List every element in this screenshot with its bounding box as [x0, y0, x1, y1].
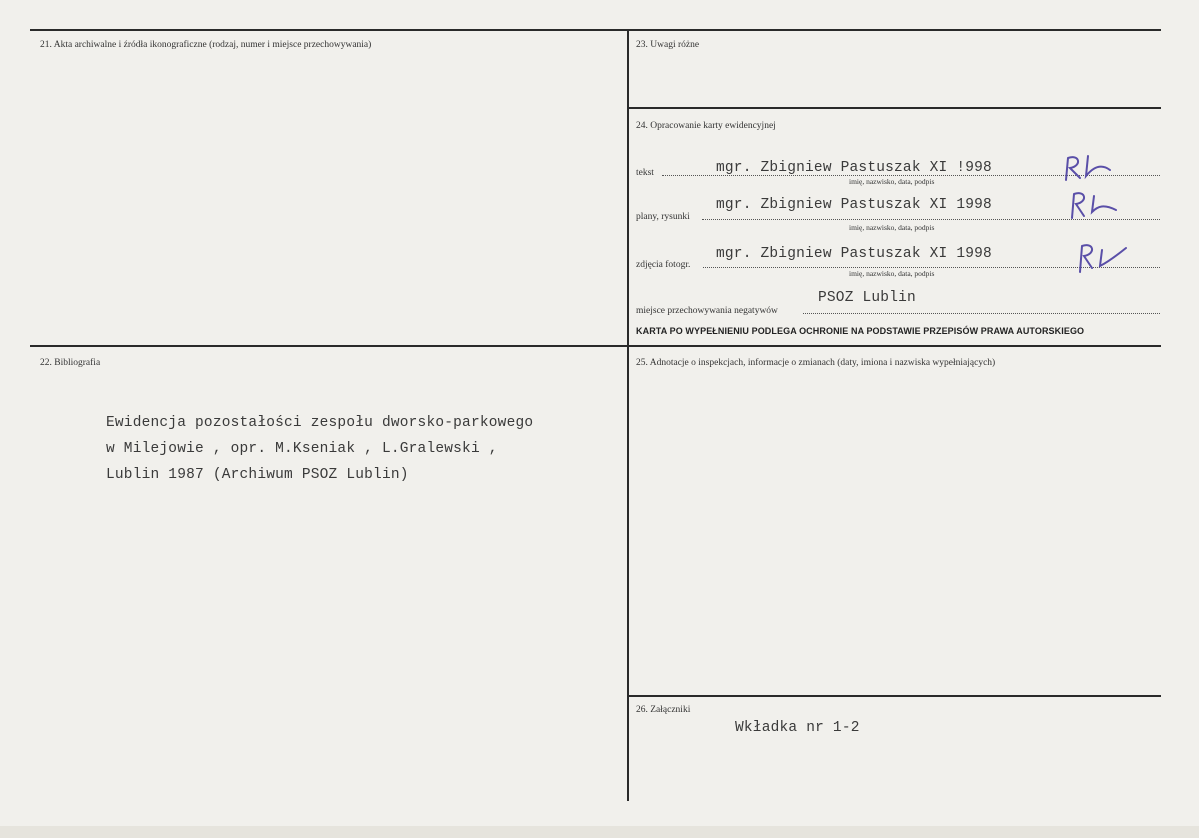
prep-row-photos-value: mgr. Zbigniew Pastuszak XI 1998	[716, 246, 992, 262]
section-21-label: 21. Akta archiwalne i źródła ikonograficzne (rodzaj, numer i miejsce przechowywania)	[40, 40, 372, 50]
negatives-value: PSOZ Lublin	[818, 290, 916, 306]
prep-row-photos-label: zdjęcia fotogr.	[636, 260, 691, 270]
bibliography-line-2: w Milejowie , opr. M.Kseniak , L.Gralewski ,	[106, 441, 498, 457]
section-25-label: 25. Adnotacje o inspekcjach, informacje o zmianach (daty, imiona i nazwiska wypełniających)	[636, 358, 996, 368]
center-divider	[627, 29, 629, 801]
negatives-line	[803, 313, 1160, 314]
prep-row-photos-caption: imię, nazwisko, data, podpis	[849, 269, 935, 278]
attachments-value: Wkładka nr 1-2	[735, 720, 860, 736]
prep-row-plans-caption: imię, nazwisko, data, podpis	[849, 223, 935, 232]
paper-bottom-edge	[0, 826, 1199, 838]
prep-row-text-value: mgr. Zbigniew Pastuszak XI !998	[716, 160, 992, 176]
negatives-label: miejsce przechowywania negatywów	[636, 306, 778, 316]
section-22-label: 22. Bibliografia	[40, 358, 101, 368]
prep-row-text-caption: imię, nazwisko, data, podpis	[849, 177, 935, 186]
prep-row-text-label: tekst	[636, 168, 654, 178]
copyright-notice: KARTA PO WYPEŁNIENIU PODLEGA OCHRONIE NA PODSTAWIE PRZEPISÓW PRAWA AUTORSKIEGO	[636, 326, 1085, 336]
signature-photos-initials	[1070, 238, 1130, 276]
middle-rule	[30, 345, 1161, 347]
prep-row-plans-label: plany, rysunki	[636, 212, 690, 222]
bibliography-line-3: Lublin 1987 (Archiwum PSOZ Lublin)	[106, 467, 409, 483]
section-23-label: 23. Uwagi różne	[636, 40, 700, 50]
bibliography-line-1: Ewidencja pozostałości zespołu dworsko-parkowego	[106, 415, 534, 431]
top-rule	[30, 29, 1161, 31]
rule-25-26	[628, 695, 1161, 697]
signature-plans-initials	[1064, 186, 1124, 222]
rule-23-24	[628, 107, 1161, 109]
prep-row-plans-value: mgr. Zbigniew Pastuszak XI 1998	[716, 197, 992, 213]
signature-text-initials	[1058, 148, 1118, 184]
section-26-label: 26. Załączniki	[636, 705, 691, 715]
section-24-label: 24. Opracowanie karty ewidencyjnej	[636, 121, 776, 131]
